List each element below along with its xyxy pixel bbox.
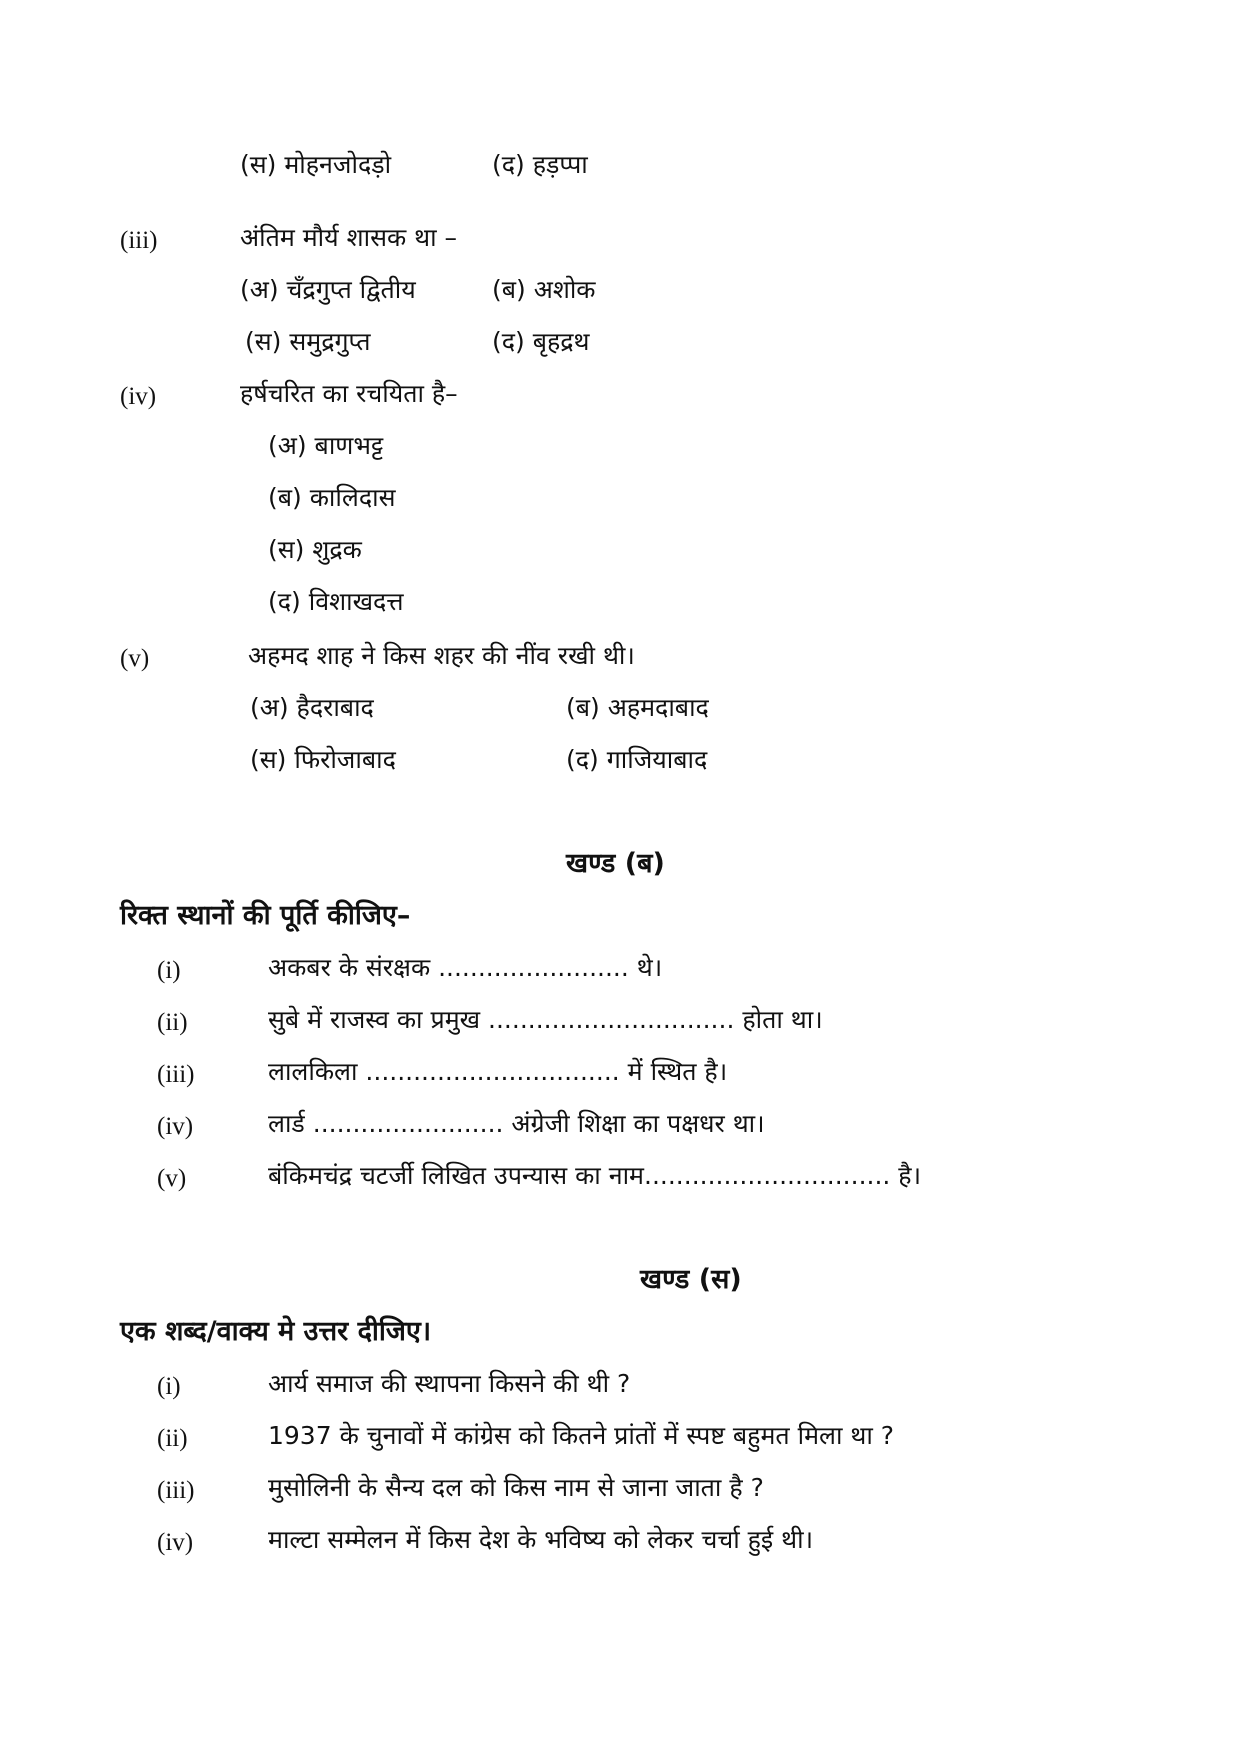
short-answer-item: मुसोलिनी के सैन्य दल को किस नाम से जाना जाता है ? [268, 1473, 764, 1502]
section-c-instruction: एक शब्द/वाक्य मे उत्तर दीजिए। [120, 1316, 432, 1347]
option-c: (स) मोहनजोदड़ो [240, 150, 392, 179]
fill-blank-item: अकबर के संरक्षक ........................ थे। [268, 953, 663, 982]
option-c: (स) फिरोजाबाद [250, 745, 396, 774]
item-number: (iv) [157, 1529, 194, 1556]
option-c: (स) शुद्रक [268, 535, 362, 564]
option-a: (अ) चँद्रगुप्त द्वितीय [240, 275, 416, 304]
item-number: (v) [157, 1165, 187, 1192]
option-c: (स) समुद्रगुप्त [245, 327, 371, 356]
fill-blank-item: लालकिला ................................ में स्थित है। [268, 1057, 728, 1086]
short-answer-item: 1937 के चुनावों में कांग्रेस को कितने प्रांतों में स्पष्ट बहुमत मिला था ? [268, 1421, 895, 1450]
question-number: (iv) [120, 383, 157, 410]
option-a: (अ) हैदराबाद [250, 693, 374, 722]
item-number: (ii) [157, 1425, 188, 1452]
short-answer-item: माल्टा सम्मेलन में किस देश के भविष्य को लेकर चर्चा हुई थी। [268, 1525, 814, 1554]
section-b-title: खण्ड (ब) [566, 848, 665, 879]
fill-blank-item: बंकिमचंद्र चटर्जी लिखित उपन्यास का नाम............................... है। [268, 1161, 922, 1190]
question-text: अंतिम मौर्य शासक था – [240, 223, 458, 252]
section-b-instruction: रिक्त स्थानों की पूर्ति कीजिए– [120, 900, 411, 931]
option-d: (द) विशाखदत्त [268, 587, 404, 616]
question-number: (v) [120, 645, 150, 672]
option-d: (द) बृहद्रथ [492, 327, 590, 356]
option-a: (अ) बाणभट्ट [268, 431, 384, 460]
section-c-title: खण्ड (स) [640, 1264, 742, 1295]
option-b: (ब) कालिदास [268, 483, 396, 512]
question-text: अहमद शाह ने किस शहर की नींव रखी थी। [248, 641, 635, 670]
item-number: (i) [157, 1373, 181, 1400]
question-number: (iii) [120, 227, 158, 254]
question-text: हर्षचरित का रचयिता है– [240, 379, 458, 408]
option-b: (ब) अहमदाबाद [566, 693, 709, 722]
item-number: (iii) [157, 1477, 195, 1504]
fill-blank-item: लार्ड ........................ अंग्रेजी शिक्षा का पक्षधर था। [268, 1109, 765, 1138]
short-answer-item: आर्य समाज की स्थापना किसने की थी ? [268, 1369, 631, 1398]
item-number: (ii) [157, 1009, 188, 1036]
option-b: (ब) अशोक [492, 275, 596, 304]
item-number: (i) [157, 957, 181, 984]
option-d: (द) हड़प्पा [492, 150, 588, 179]
option-d: (द) गाजियाबाद [566, 745, 708, 774]
item-number: (iii) [157, 1061, 195, 1088]
fill-blank-item: सुबे में राजस्व का प्रमुख ............................... होता था। [268, 1005, 823, 1034]
item-number: (iv) [157, 1113, 194, 1140]
